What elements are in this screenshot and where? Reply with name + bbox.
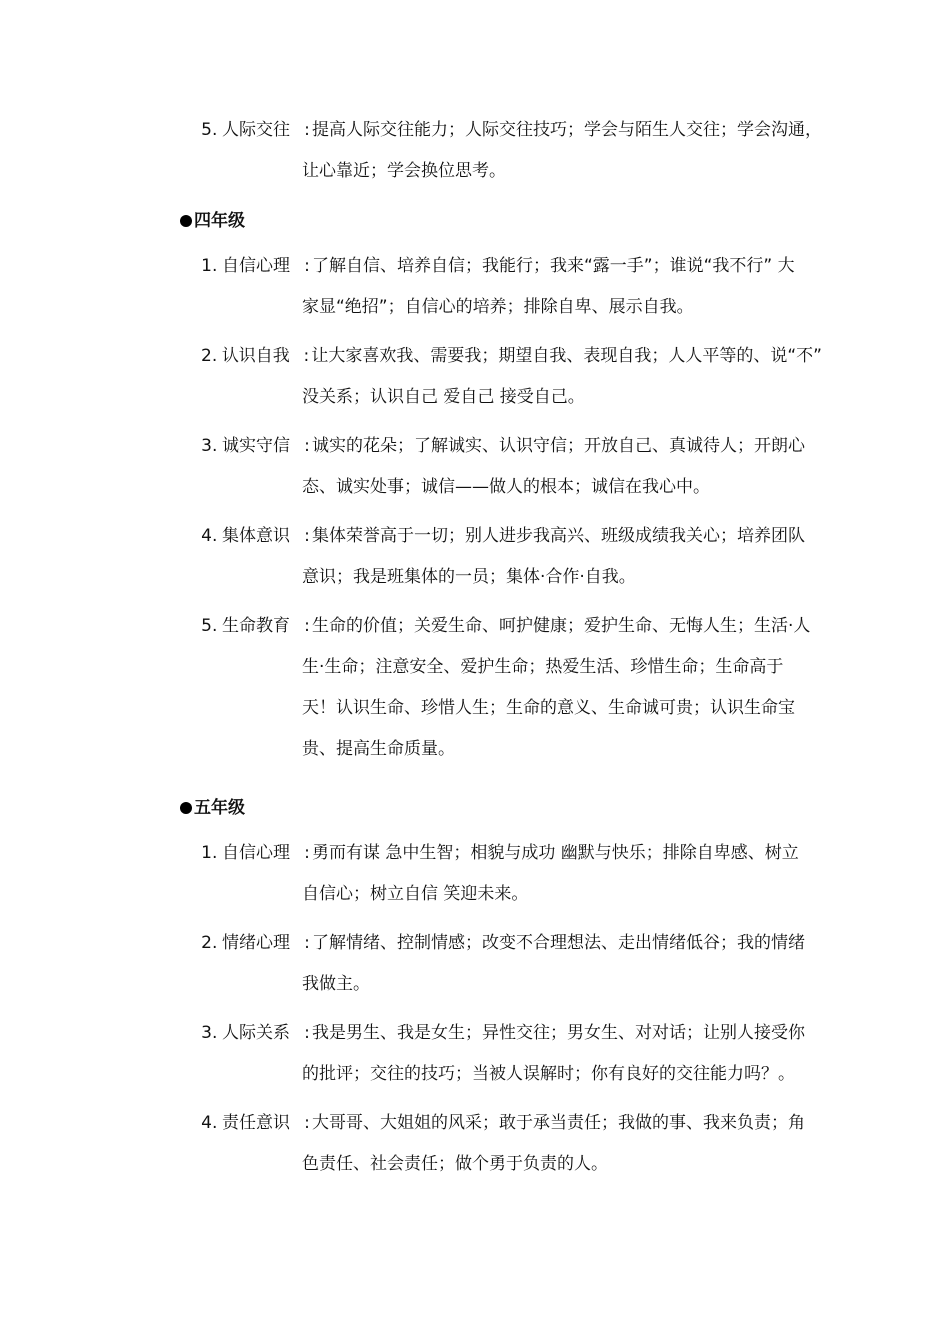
- list-item: 3 . 诚实守信 : 诚实的花朵；了解诚实、认识守信；开放自己、真诚待人；开朗心 态、诚实处事；诚信——做人的根本；诚信在我心中。: [201, 436, 805, 497]
- item-label: 人际交往: [222, 120, 290, 140]
- list-item: 4 . 责任意识 : 大哥哥、大姐姐的风采；敢于承当责任；我做的事、我来负责；角 色责任、社会责任；做个勇于负责的人。: [201, 1113, 805, 1174]
- bullet-icon: [180, 215, 192, 227]
- list-item: 3 . 人际关系 : 我是男生、我是女生；异性交往；男女生、对对话；让别人接受你 的批评；交往的技巧；当被人误解时；你有良好的交往能力吗？。: [201, 1023, 805, 1084]
- list-item: 5 . 生命教育 : 生命的价值；关爱生命、呵护健康；爱护生命、无悔人生；生活·人 生·生命；注意安全、爱护生命；热爱生活、珍惜生命；生命高于 天！认识生命、珍惜人生；生命的意义、生命诚可贵；认识生命宝 贵、提高生命质量。: [201, 616, 811, 759]
- list-item: 1 . 自信心理 : 勇而有谋 急中生智；相貌与成功 幽默与快乐；排除自卑感、树立 自信心；树立自信 笑迎未来。: [201, 843, 799, 904]
- list-item: 2 . 情绪心理 : 了解情绪、控制情感；改变不合理想法、走出情绪低谷；我的情绪 我做主。: [201, 933, 805, 994]
- list-item: 2 . 认识自我 : 让大家喜欢我、需要我；期望自我、表现自我；人人平等的、说“不” 没关系；认识自己 爱自己 接受自己。: [201, 346, 822, 407]
- item-text: 让心靠近；学会换位思考。: [302, 161, 506, 181]
- list-item: 1 . 自信心理 : 了解自信、培养自信；我能行；我来“露一手”；谁说“我不行” 大 家显“绝招”；自信心的培养；排除自卑、展示自我。: [201, 256, 795, 317]
- section-heading-grade5: 五年级: [180, 796, 245, 820]
- list-item: 5 . 人际交往 : 提高人际交往能力；人际交往技巧；学会与陌生人交往；学会沟通， 让心靠近；学会换位思考。: [182, 110, 822, 192]
- bullet-icon: [180, 802, 192, 814]
- item-number: 5: [201, 120, 212, 140]
- list-item: 4 . 集体意识 : 集体荣誉高于一切；别人进步我高兴、班级成绩我关心；培养团队 意识；我是班集体的一员；集体·合作·自我。: [201, 526, 805, 587]
- section-heading-grade4: 四年级: [180, 209, 245, 233]
- item-text: 提高人际交往能力；人际交往技巧；学会与陌生人交往；学会沟通，: [312, 120, 822, 140]
